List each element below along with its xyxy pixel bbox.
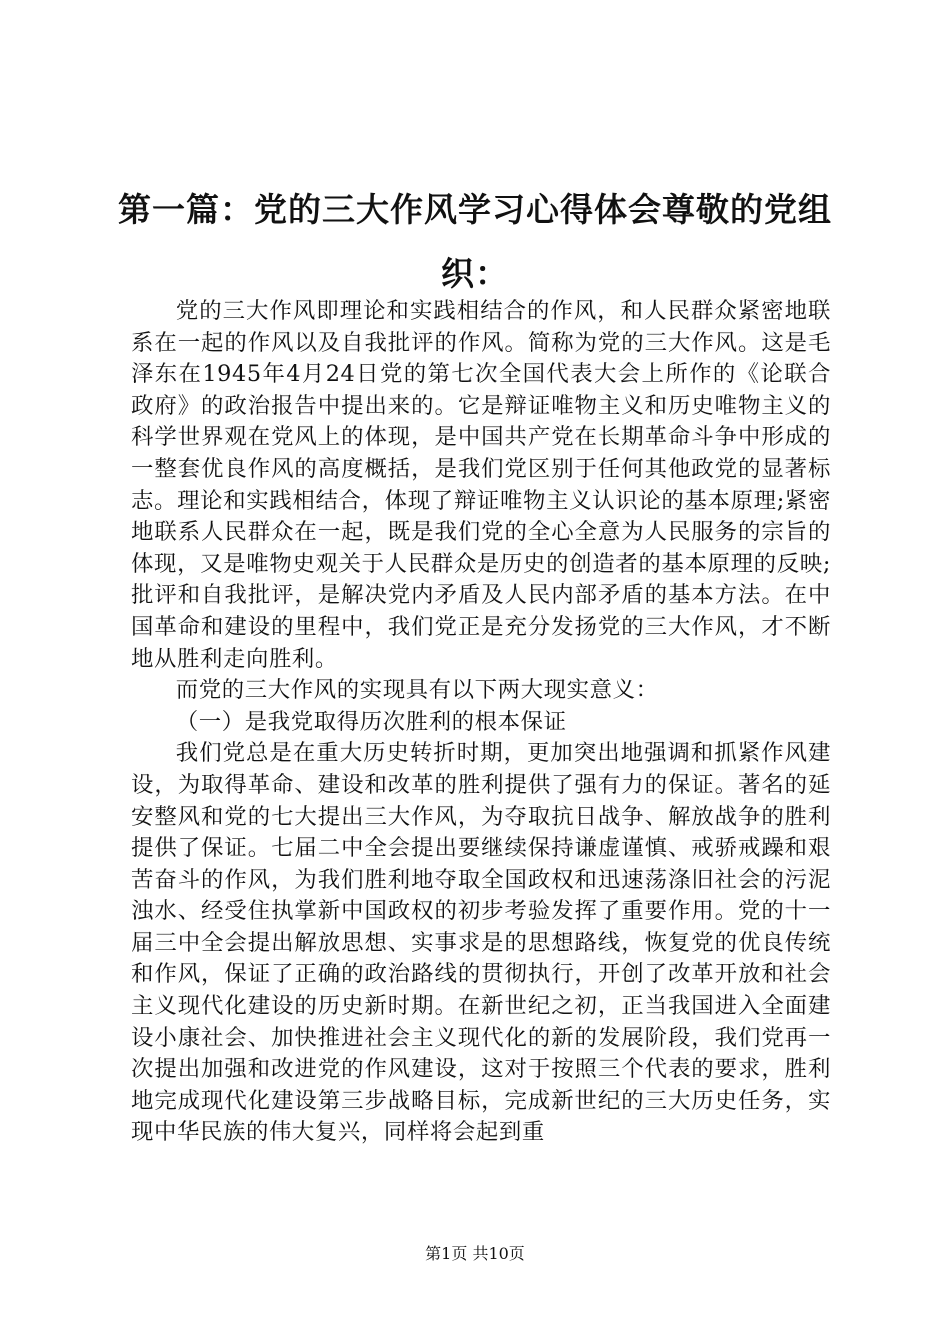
paragraph-significance-lead: 而党的三大作风的实现具有以下两大现实意义： bbox=[175, 677, 659, 704]
paragraph-section-1: 我们党总是在重大历史转折时期，更加突出地强调和抓紧作风建设，为取得革命、建设和改革的胜利提供了强有力的保证。著名的延安整风和党的七大提出三大作风，为夺取抗日战争、解放战争的胜利提供了保证。七届二中全会提出要继续保持谦虚谨慎、戒骄戒躁和艰苦奋斗的作风，为我们胜利地夺取全国政权和迅速荡涤旧社会的污泥浊水、经受住执掌新中国政权的初步考验发挥了重要作用。党的十一届三中全会提出解放思想、实事求是的思想路线，恢复党的优良传统和作风，保证了正确的政治路线的贯彻执行，开创了改革开放和社会主义现代化建设的历史新时期。在新世纪之初，正当我国进入全面建设小康社会、加快推进社会主义现代化的新的发展阶段，我们党再一次提出加强和改进党的作风建设，这对于按照三个代表的要求，胜利地完成现代化建设第三步战略目标，完成新世纪的三大历史任务，实现中华民族的伟大复兴，同样将会起到重 bbox=[131, 740, 831, 1146]
document-title: 第一篇：党的三大作风学习心得体会尊敬的党组织： bbox=[118, 190, 832, 293]
document-body bbox=[131, 296, 831, 1149]
paragraph-intro: 党的三大作风即理论和实践相结合的作风，和人民群众紧密地联系在一起的作风以及自我批评的作风。简称为党的三大作风。这是毛泽东在1945年4月24日党的第七次全国代表大会上所作的《论联合政府》的政治报告中提出来的。它是辩证唯物主义和历史唯物主义的科学世界观在党风上的体现，是中国共产党在长期革命斗争中形成的一整套优良作风的高度概括，是我们党区别于任何其他政党的显著标志。理论和实践相结合，体现了辩证唯物主义认识论的基本原理;紧密地联系人民群众在一起，既是我们党的全心全意为人民服务的宗旨的体现，又是唯物史观关于人民群众是历史的创造者的基本原理的反映;批评和自我批评，是解决党内矛盾及人民内部矛盾的基本方法。在中国革命和建设的里程中，我们党正是充分发扬党的三大作风，才不断地从胜利走向胜利。 bbox=[131, 298, 831, 672]
page-footer: 第1页 共10页 bbox=[425, 1244, 525, 1263]
section-heading-1: （一）是我党取得历次胜利的根本保证 bbox=[175, 708, 567, 735]
